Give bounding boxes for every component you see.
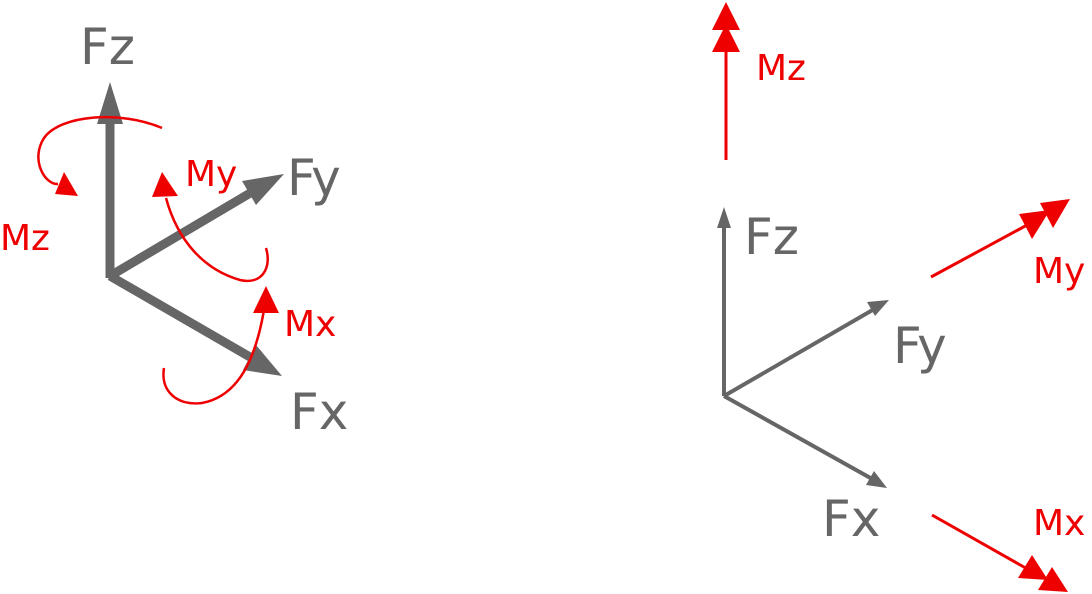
left-mz-curved-arrow [38,117,162,196]
right-fy-label: Fy [893,317,947,375]
left-my-label: My [185,154,238,195]
left-diagram [0,18,348,441]
left-fx-axis [110,276,282,376]
right-mz-vector-arrow [712,2,740,160]
left-fx-label: Fx [290,383,349,441]
right-mz-label: Mz [756,48,806,89]
left-fz-label: Fz [80,18,136,76]
right-fy-axis [724,300,889,396]
right-fz-axis [717,207,731,396]
left-fz-axis [97,82,123,278]
left-mz-label: Mz [0,218,50,259]
right-fx-axis [724,396,887,488]
right-mx-label: Mx [1033,503,1086,544]
right-my-label: My [1033,251,1086,292]
right-fz-label: Fz [744,208,800,266]
right-diagram [712,2,1085,592]
left-fy-label: Fy [287,149,341,207]
right-fx-label: Fx [822,490,881,548]
left-mx-label: Mx [284,304,337,345]
